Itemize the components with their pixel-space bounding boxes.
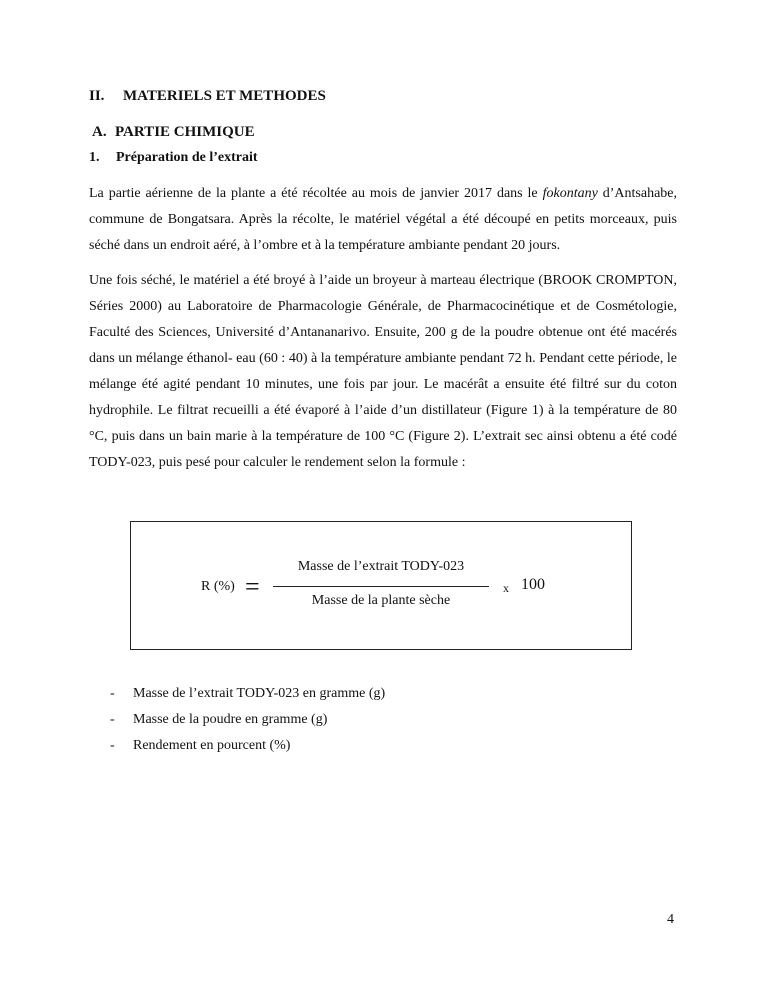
page-number: 4 [667,912,674,927]
yield-formula-box [130,521,632,650]
list-dash: - [110,738,115,753]
subsubsection-title: Préparation de l’extrait [116,150,258,165]
list-item [110,735,385,761]
section-heading [89,88,326,105]
formula-denominator: Masse de la plante sèche [311,593,451,608]
paragraph-harvest-text-b: d’Antsahabe, commune de Bongatsara. Après la récolte, le matériel végétal a été découpé en petits morceaux, puis séché dans un endroit aéré, à l’ombre et à la température ambiante pendant 20 jours. [89,186,677,253]
list-item [110,683,385,709]
list-dash: - [110,712,115,727]
formula-times: x [503,581,509,595]
section-title: MATERIELS ET METHODES [123,88,326,104]
paragraph-extraction: Une fois séché, le matériel a été broyé à l’aide un broyeur à marteau électrique (BROOK CROMPTON, Séries 2000) au Laboratoire de Pharmacologie Générale, de Pharmacocinétique et de Cosmétologie, Faculté des Sciences, Université d’Antananarivo. Ensuite, 200 g de la poudre obtenue ont été macérés dans un mélange éthanol- eau (60 : 40) à la température ambiante pendant 72 h. Pendant cette période, le mélange été agité pendant 10 minutes, une fois par jour. Le macérât a ensuite été filtré sur du coton hydrophile. Le filtrat recueilli a été évaporé à l’aide d’un distillateur (Figure 1) à la température de 80 °C, puis dans un bain marie à la température de 100 °C (Figure 2). L’extrait sec ainsi obtenu a été codé TODY-023, puis pesé pour calculer le rendement selon la formule : [89,273,677,470]
formula-fraction-bar [273,586,489,587]
subsubsection-number: 1. [89,150,100,165]
section-number: II. [89,88,105,104]
list-dash: - [110,686,115,701]
paragraph-harvest-text-a: La partie aérienne de la plante a été récoltée au mois de janvier 2017 dans le [89,186,543,201]
list-item-text: Rendement en pourcent (%) [133,738,291,753]
list-item-text: Masse de la poudre en gramme (g) [133,712,328,727]
subsubsection-heading [89,150,258,166]
list-item [110,709,385,735]
subsection-number: A. [92,124,107,140]
list-item-text: Masse de l’extrait TODY-023 en gramme (g) [133,686,386,701]
formula-equals: = [245,572,260,601]
formula-legend-list [110,683,385,761]
subsection-title: PARTIE CHIMIQUE [115,124,255,140]
formula-lhs: R (%) [201,579,235,594]
formula-numerator: Masse de l’extrait TODY-023 [297,559,465,574]
paragraph-harvest-italic: fokontany [542,186,598,201]
formula-factor: 100 [521,576,545,593]
paragraph-harvest [89,181,677,259]
subsection-heading [92,124,255,141]
